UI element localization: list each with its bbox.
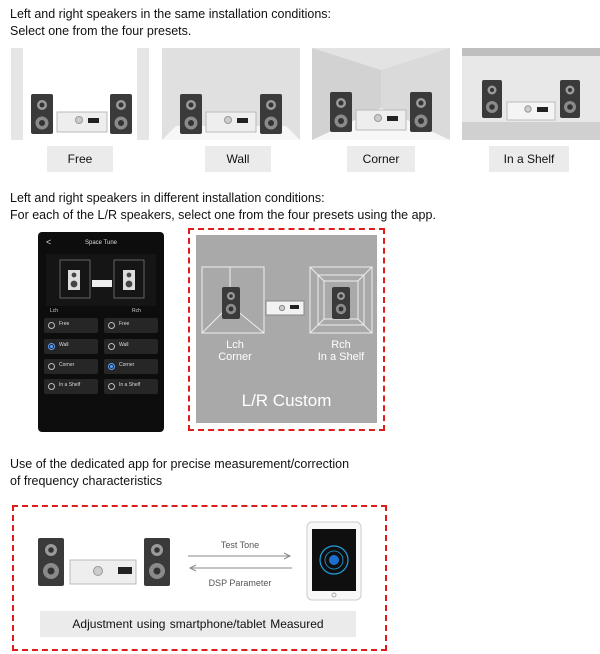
option-label: Corner — [59, 362, 75, 368]
arrows — [184, 552, 296, 572]
amplifier — [266, 301, 304, 315]
speaker-left — [482, 80, 502, 118]
radio-icon — [108, 322, 115, 329]
section3-heading — [10, 456, 349, 490]
amplifier — [356, 110, 406, 130]
right-option-free[interactable] — [104, 318, 158, 333]
speaker-right — [332, 287, 350, 319]
speaker-left — [38, 538, 64, 586]
speaker-left — [330, 92, 352, 132]
radio-selected-icon — [108, 363, 115, 370]
phone-lch-label: Lch — [50, 308, 59, 314]
right-option-wall[interactable] — [104, 339, 158, 354]
audio-system — [36, 536, 178, 588]
corner-label: Corner — [218, 351, 252, 363]
phone-app-title: Space Tune — [84, 240, 118, 246]
speaker-left — [222, 287, 240, 319]
in-a-shelf-label: In a Shelf — [317, 351, 365, 363]
dsp-parameter-label: DSP Parameter — [208, 578, 272, 588]
tablet-icon — [306, 521, 362, 601]
section1-heading — [10, 6, 331, 40]
option-label: Free — [119, 321, 130, 327]
phone-app-screen — [38, 232, 164, 432]
option-label: In a Shelf — [59, 382, 81, 388]
preset-scene-free — [11, 48, 149, 140]
amplifier — [70, 560, 136, 584]
radio-icon — [108, 383, 115, 390]
preset-label-free: Free — [47, 146, 113, 172]
right-option-in-a-shelf[interactable] — [104, 379, 158, 394]
amplifier — [57, 112, 107, 132]
speaker-right — [110, 94, 132, 134]
lch-corner-label — [200, 339, 270, 363]
preset-scene-shelf — [462, 48, 600, 140]
amplifier — [507, 102, 555, 120]
lch-label: Lch — [226, 339, 244, 351]
left-option-wall[interactable] — [44, 339, 98, 354]
adjustment-label: Adjustment using smartphone/tablet Measured — [40, 611, 356, 637]
option-label: Wall — [59, 342, 69, 348]
speaker-right — [560, 80, 580, 118]
rch-shelf-label — [306, 339, 376, 363]
preset-label-wall: Wall — [205, 146, 271, 172]
radio-icon — [48, 383, 55, 390]
back-icon[interactable]: < — [46, 237, 52, 247]
speaker-left — [180, 94, 202, 134]
amplifier — [206, 112, 256, 132]
section1-heading-line1: Left and right speakers in the same installation conditions: — [10, 7, 332, 21]
option-label: Free — [59, 321, 70, 327]
radio-icon — [108, 343, 115, 350]
option-label: Corner — [119, 362, 135, 368]
radio-selected-icon — [48, 343, 55, 350]
speaker-right — [410, 92, 432, 132]
section2-heading-line2: For each of the L/R speakers, select one from the four presets using the app. — [10, 208, 436, 222]
radio-icon — [48, 363, 55, 370]
speaker-left — [31, 94, 53, 134]
room-illustration — [46, 254, 156, 306]
arrow-right-icon — [188, 553, 290, 559]
section3-heading-line2: of frequency characteristics — [10, 474, 163, 488]
preset-label-in-a-shelf: In a Shelf — [489, 146, 569, 172]
rch-label: Rch — [331, 339, 351, 351]
speaker-right — [144, 538, 170, 586]
option-label: In a Shelf — [119, 382, 141, 388]
left-option-free[interactable] — [44, 318, 98, 333]
phone-rch-label: Rch — [132, 308, 141, 314]
preset-scene-corner — [312, 48, 450, 140]
radio-icon — [48, 322, 55, 329]
left-option-in-a-shelf[interactable] — [44, 379, 98, 394]
right-option-corner[interactable] — [104, 359, 158, 374]
preset-label-corner: Corner — [347, 146, 415, 172]
section2-heading-line1: Left and right speakers in different installation conditions: — [10, 191, 325, 205]
option-label: Wall — [119, 342, 129, 348]
section3-heading-line1: Use of the dedicated app for precise measurement/correction — [10, 457, 350, 471]
section2-heading — [10, 190, 436, 224]
speaker-right — [260, 94, 282, 134]
left-option-corner[interactable] — [44, 359, 98, 374]
arrow-left-icon — [190, 565, 292, 571]
preset-scene-wall — [162, 48, 300, 140]
test-tone-label: Test Tone — [220, 540, 260, 550]
lr-custom-title: L/R Custom — [241, 391, 332, 410]
section1-heading-line2: Select one from the four presets. — [10, 24, 192, 38]
